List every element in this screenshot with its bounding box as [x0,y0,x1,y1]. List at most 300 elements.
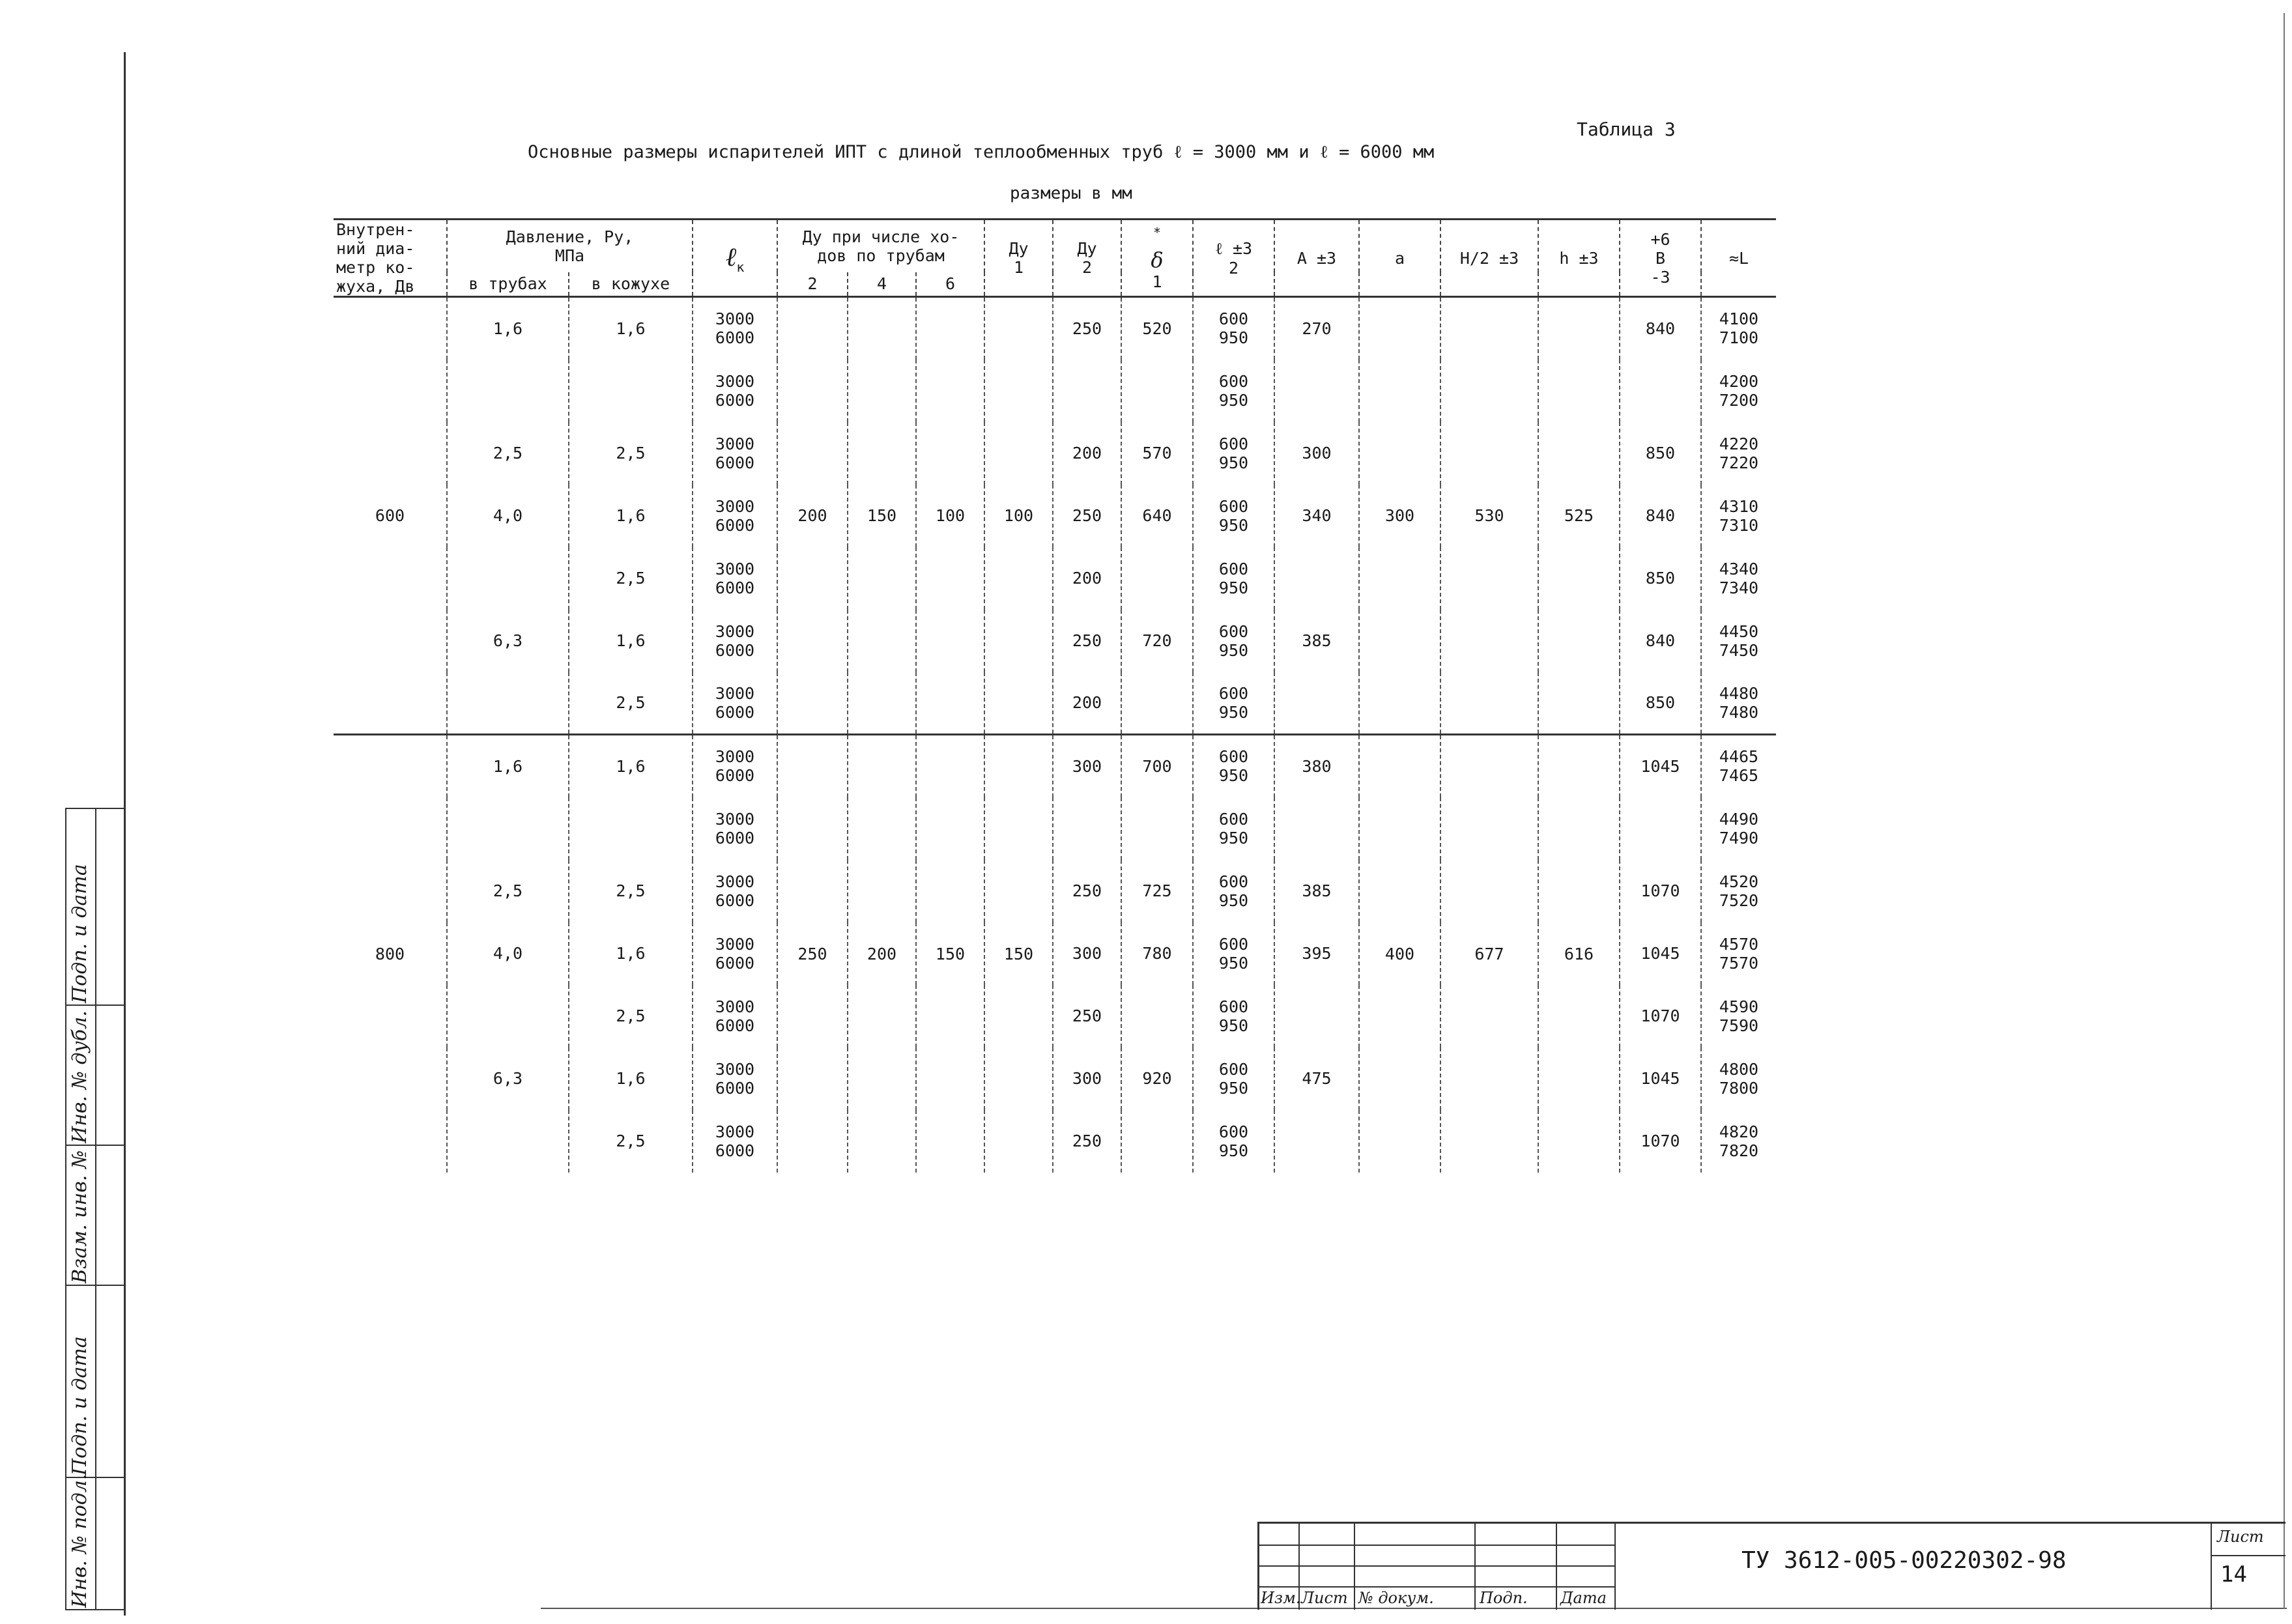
header-sub: -3 [1650,267,1670,287]
cell-pressure-shell [569,672,693,735]
table-row [334,735,1776,797]
header-text: δ [1151,247,1164,272]
left-stamp-strip [65,808,125,1610]
cell-pressure-tubes [447,735,569,797]
cell-value: 850 [1645,569,1676,588]
cell-value: 850 [1645,444,1676,463]
cell-value: 385 [1302,881,1332,900]
cell-du-pass-2 [777,297,848,735]
cell-value: 840 [1645,319,1676,338]
header-sup: +6 [1650,229,1670,249]
cell-value: 7310 [1719,515,1759,535]
cell-value: 385 [1302,631,1332,650]
header-a [1359,220,1440,297]
cell-value: 7200 [1719,390,1759,410]
header-text: ≈L [1728,248,1749,268]
cell-value: 3000 [715,872,755,891]
document-code: ТУ 3612-005-00220302-98 [1741,1547,2067,1574]
stamp-label: Инв. № дубл. [68,1010,91,1143]
cell-value: 6000 [715,1078,755,1098]
cell-pressure-tubes [447,860,569,922]
cell-pressure-tubes [447,1047,569,1110]
header-text: h ±3 [1559,248,1599,268]
header-text: H/2 ±3 [1459,248,1519,268]
cell-value: 3000 [715,621,755,641]
cell-L [1701,735,1776,797]
cell-B [1620,985,1701,1047]
header-sub: 1 [1013,258,1024,277]
tb-label: Дата [1560,1589,1607,1607]
cell-du-pass-4 [848,735,916,1173]
cell-du2 [1053,485,1121,547]
cell-value: 6000 [715,1141,755,1160]
cell-value: 7570 [1719,953,1759,973]
cell-A [1274,297,1359,360]
tb-line [1614,1524,1616,1610]
cell-value: 2,5 [616,444,646,463]
cell-A [1274,797,1359,860]
cell-A [1274,422,1359,485]
cell-value: 600 [1218,434,1249,453]
cell-value: 2,5 [616,881,646,900]
cell-value: 250 [1072,1006,1102,1025]
header-text: ℓ [725,242,737,272]
cell-value: 530 [1474,506,1504,525]
cell-value: 6000 [715,1016,755,1035]
cell-pressure-tubes [447,672,569,735]
tb-label: Подп. [1480,1589,1528,1607]
cell-value: 600 [1218,997,1249,1016]
header-du-passes [777,220,984,272]
cell-pressure-tubes [447,297,569,360]
cell-value: 6000 [715,702,755,722]
cell-value: 4200 [1719,371,1759,391]
cell-pressure-shell [569,860,693,922]
cell-pressure-shell [569,547,693,610]
cell-B [1620,860,1701,922]
cell-lk [693,1110,777,1173]
cell-A [1274,860,1359,922]
cell-value: 2,5 [616,693,646,713]
cell-B [1620,735,1701,797]
cell-value: 2,5 [616,1006,646,1025]
cell-du2 [1053,547,1121,610]
cell-du-pass-6 [916,735,984,1173]
header-B [1620,220,1701,297]
cell-value: 570 [1142,444,1172,463]
cell-lk [693,735,777,797]
cell-pressure-shell [569,297,693,360]
cell-du2 [1053,797,1121,860]
cell-value: 1070 [1640,1006,1680,1025]
cell-value: 600 [1218,872,1249,891]
cell-value: 600 [375,506,405,525]
cell-value: 600 [1218,683,1249,703]
cell-value: 520 [1142,319,1172,338]
header-lk [693,220,777,297]
cell-B [1620,360,1701,422]
cell-value: 1045 [1640,944,1680,963]
cell-value: 4220 [1719,434,1759,453]
cell-value: 950 [1218,578,1249,597]
cell-value: 1,6 [616,631,646,650]
cell-a [1359,735,1440,1173]
cell-value: 400 [1384,944,1415,963]
cell-value: 950 [1218,890,1249,910]
cell-value: 100 [1003,506,1034,525]
cell-A [1274,1110,1359,1173]
table-body [334,297,1776,1173]
cell-value: 2,5 [493,444,523,463]
cell-du2 [1053,297,1121,360]
cell-value: 3000 [715,934,755,954]
cell-lk [693,860,777,922]
cell-value: 7480 [1719,702,1759,722]
cell-value: 600 [1218,1122,1249,1141]
header-diameter [334,220,447,297]
cell-value: 150 [1003,944,1034,963]
cell-value: 1,6 [616,319,646,338]
cell-l2 [1193,860,1274,922]
cell-a [1359,297,1440,735]
cell-delta [1121,672,1193,735]
tb-line [1259,1545,1614,1546]
cell-value: 6000 [715,890,755,910]
cell-value: 950 [1218,328,1249,348]
cell-lk [693,547,777,610]
cell-A [1274,1047,1359,1110]
cell-du2 [1053,672,1121,735]
header-pass-4 [848,272,916,297]
header-text: Ду [1077,239,1097,258]
header-du2 [1053,220,1121,297]
cell-B [1620,297,1701,360]
cell-du2 [1053,985,1121,1047]
cell-lk [693,422,777,485]
cell-value: 950 [1218,1078,1249,1098]
cell-value: 6,3 [493,631,523,650]
cell-value: 4570 [1719,934,1759,954]
cell-value: 200 [1072,693,1102,713]
cell-value: 200 [1072,569,1102,588]
cell-L [1701,672,1776,735]
cell-value: 600 [1218,747,1249,767]
cell-pressure-shell [569,422,693,485]
sheet-label: Лист [2217,1528,2264,1546]
cell-value: 7100 [1719,328,1759,348]
cell-value: 300 [1384,506,1415,525]
cell-diameter [334,735,447,1173]
cell-value: 6000 [715,953,755,973]
header-H2 [1440,220,1538,297]
stamp-label: Взам. инв. № [68,1150,91,1283]
cell-value: 6,3 [493,1069,523,1088]
cell-lk [693,922,777,985]
cell-pressure-shell [569,360,693,422]
cell-L [1701,985,1776,1047]
table-title: Основные размеры испарителей ИПТ с длиной теплообменных труб ℓ = 3000 мм и ℓ = 6000 мм [528,142,1435,162]
cell-du1 [984,297,1053,735]
cell-delta [1121,547,1193,610]
cell-value: 2,5 [616,1132,646,1150]
cell-B [1620,547,1701,610]
cell-value: 950 [1218,702,1249,722]
cell-l2 [1193,360,1274,422]
cell-value: 4,0 [493,944,523,963]
cell-du-pass-6 [916,297,984,735]
cell-value: 950 [1218,640,1249,660]
cell-du1 [984,735,1053,1173]
cell-delta [1121,735,1193,797]
cell-value: 840 [1645,631,1676,650]
cell-value: 950 [1218,1016,1249,1035]
stamp-cell [66,1285,125,1478]
stamp-label: Подп. и дата [68,1336,91,1475]
cell-delta [1121,1047,1193,1110]
cell-delta [1121,860,1193,922]
cell-A [1274,485,1359,547]
cell-value: 200 [867,944,897,963]
cell-L [1701,922,1776,985]
cell-value: 3000 [715,1059,755,1079]
cell-B [1620,485,1701,547]
cell-value: 600 [1218,559,1249,578]
cell-L [1701,360,1776,422]
cell-du2 [1053,422,1121,485]
header-du1 [984,220,1053,297]
cell-value: 1,6 [616,944,646,963]
cell-value: 720 [1142,631,1172,650]
cell-value: 1,6 [616,756,646,776]
cell-value: 2,5 [616,569,646,588]
cell-value: 950 [1218,953,1249,973]
cell-value: 950 [1218,1141,1249,1160]
cell-L [1701,422,1776,485]
stamp-label: Инв. № подл. [68,1474,91,1608]
cell-value: 4310 [1719,496,1759,516]
cell-B [1620,797,1701,860]
stamp-cell [66,1474,125,1609]
cell-pressure-shell [569,922,693,985]
cell-H2 [1440,297,1538,735]
cell-du2 [1053,610,1121,672]
header-delta [1121,220,1193,297]
cell-value: 1045 [1640,756,1680,776]
cell-pressure-shell [569,610,693,672]
cell-pressure-tubes [447,1110,569,1173]
cell-value: 150 [867,506,897,525]
cell-value: 6000 [715,828,755,848]
cell-value: 4100 [1719,309,1759,329]
cell-value: 600 [1218,621,1249,641]
cell-value: 950 [1218,390,1249,410]
header-text: Ду [1009,239,1029,258]
cell-pressure-tubes [447,985,569,1047]
cell-lk [693,985,777,1047]
cell-L [1701,610,1776,672]
cell-value: 300 [1072,1069,1102,1088]
cell-du2 [1053,360,1121,422]
cell-value: 250 [1072,319,1102,338]
cell-lk [693,797,777,860]
cell-value: 300 [1302,444,1332,463]
cell-value: 4490 [1719,809,1759,829]
header-pressure-tubes [447,272,569,297]
cell-L [1701,547,1776,610]
cell-value: 270 [1302,319,1332,338]
header-text: Давление, Ру, [506,227,634,246]
header-text: ний диа- [336,239,415,258]
cell-value: 3000 [715,683,755,703]
table-header [334,220,1776,297]
cell-l2 [1193,485,1274,547]
cell-value: 780 [1142,944,1172,963]
cell-delta [1121,1110,1193,1173]
cell-value: 1045 [1640,1069,1680,1088]
header-sub: 1 [1152,272,1162,291]
cell-B [1620,672,1701,735]
cell-value: 3000 [715,309,755,329]
cell-value: 3000 [715,496,755,516]
cell-value: 2,5 [493,881,523,900]
stamp-cell [66,1004,125,1146]
cell-value: 950 [1218,766,1249,786]
cell-value: 7220 [1719,453,1759,472]
cell-delta [1121,922,1193,985]
cell-value: 850 [1645,693,1676,713]
cell-value: 950 [1218,453,1249,472]
stamp-cell [66,1145,125,1286]
cell-pressure-shell [569,1110,693,1173]
cell-A [1274,547,1359,610]
header-text: ℓ ±3 [1214,238,1253,258]
cell-value: 300 [1072,756,1102,776]
cell-value: 3000 [715,559,755,578]
cell-pressure-tubes [447,360,569,422]
cell-value: 6000 [715,766,755,786]
cell-L [1701,485,1776,547]
dimensions-table [334,218,1776,1173]
cell-l2 [1193,985,1274,1047]
cell-value: 395 [1302,944,1332,963]
cell-delta [1121,360,1193,422]
header-pass-2 [777,272,848,297]
header-text: в трубах [468,274,547,294]
cell-value: 7465 [1719,766,1759,786]
cell-value: 525 [1564,506,1594,525]
cell-pressure-tubes [447,547,569,610]
cell-value: 6000 [715,390,755,410]
cell-A [1274,672,1359,735]
cell-pressure-tubes [447,610,569,672]
header-sub: 2 [1082,258,1093,277]
cell-value: 1070 [1640,1132,1680,1150]
cell-l2 [1193,797,1274,860]
cell-value: 3000 [715,371,755,391]
cell-l2 [1193,735,1274,797]
cell-value: 640 [1142,506,1172,525]
cell-pressure-tubes [447,485,569,547]
cell-pressure-shell [569,797,693,860]
header-pass-6 [916,272,984,297]
cell-pressure-shell [569,485,693,547]
tb-label: Изм. [1261,1589,1301,1607]
cell-value: 6000 [715,578,755,597]
table-row [334,297,1776,360]
cell-L [1701,797,1776,860]
header-text: 4 [876,274,887,294]
units-note: размеры в мм [1010,184,1132,203]
sheet-number: 14 [2220,1561,2247,1588]
cell-L [1701,1047,1776,1110]
cell-l2 [1193,610,1274,672]
cell-value: 250 [1072,881,1102,900]
cell-du2 [1053,735,1121,797]
header-sub: к [736,259,745,275]
header-text: a [1394,248,1405,268]
cell-pressure-shell [569,1047,693,1110]
cell-value: 3000 [715,997,755,1016]
cell-value: 800 [375,944,405,963]
cell-value: 7340 [1719,578,1759,597]
cell-value: 600 [1218,496,1249,516]
cell-H2 [1440,735,1538,1173]
cell-value: 600 [1218,934,1249,954]
header-text: 2 [807,274,818,294]
cell-lk [693,297,777,360]
title-block-labels [1259,1586,1614,1610]
cell-value: 1070 [1640,881,1680,900]
cell-value: 600 [1218,309,1249,329]
cell-B [1620,422,1701,485]
cell-value: 725 [1142,881,1172,900]
header-text: Ду при числе хо- [802,227,960,246]
header-pressure [447,220,693,272]
cell-L [1701,860,1776,922]
cell-value: 6000 [715,515,755,535]
cell-l2 [1193,1110,1274,1173]
cell-diameter [334,297,447,735]
cell-value: 6000 [715,453,755,472]
cell-value: 7590 [1719,1016,1759,1035]
cell-lk [693,1047,777,1110]
cell-value: 1,6 [616,1069,646,1088]
cell-h [1538,735,1620,1173]
cell-pressure-tubes [447,797,569,860]
cell-lk [693,485,777,547]
cell-value: 4,0 [493,506,523,525]
tb-label: № докум. [1358,1589,1434,1607]
tb-line [1259,1565,1614,1567]
cell-value: 4520 [1719,872,1759,891]
cell-value: 200 [797,506,827,525]
cell-delta [1121,610,1193,672]
cell-du2 [1053,1047,1121,1110]
cell-L [1701,297,1776,360]
cell-value: 7520 [1719,890,1759,910]
cell-du2 [1053,922,1121,985]
cell-A [1274,610,1359,672]
cell-delta [1121,985,1193,1047]
cell-value: 6000 [715,640,755,660]
cell-value: 3000 [715,747,755,767]
cell-du-pass-2 [777,735,848,1173]
cell-l2 [1193,422,1274,485]
cell-value: 7800 [1719,1078,1759,1098]
header-sup: * [1153,225,1162,241]
cell-value: 380 [1302,756,1332,776]
cell-lk [693,610,777,672]
